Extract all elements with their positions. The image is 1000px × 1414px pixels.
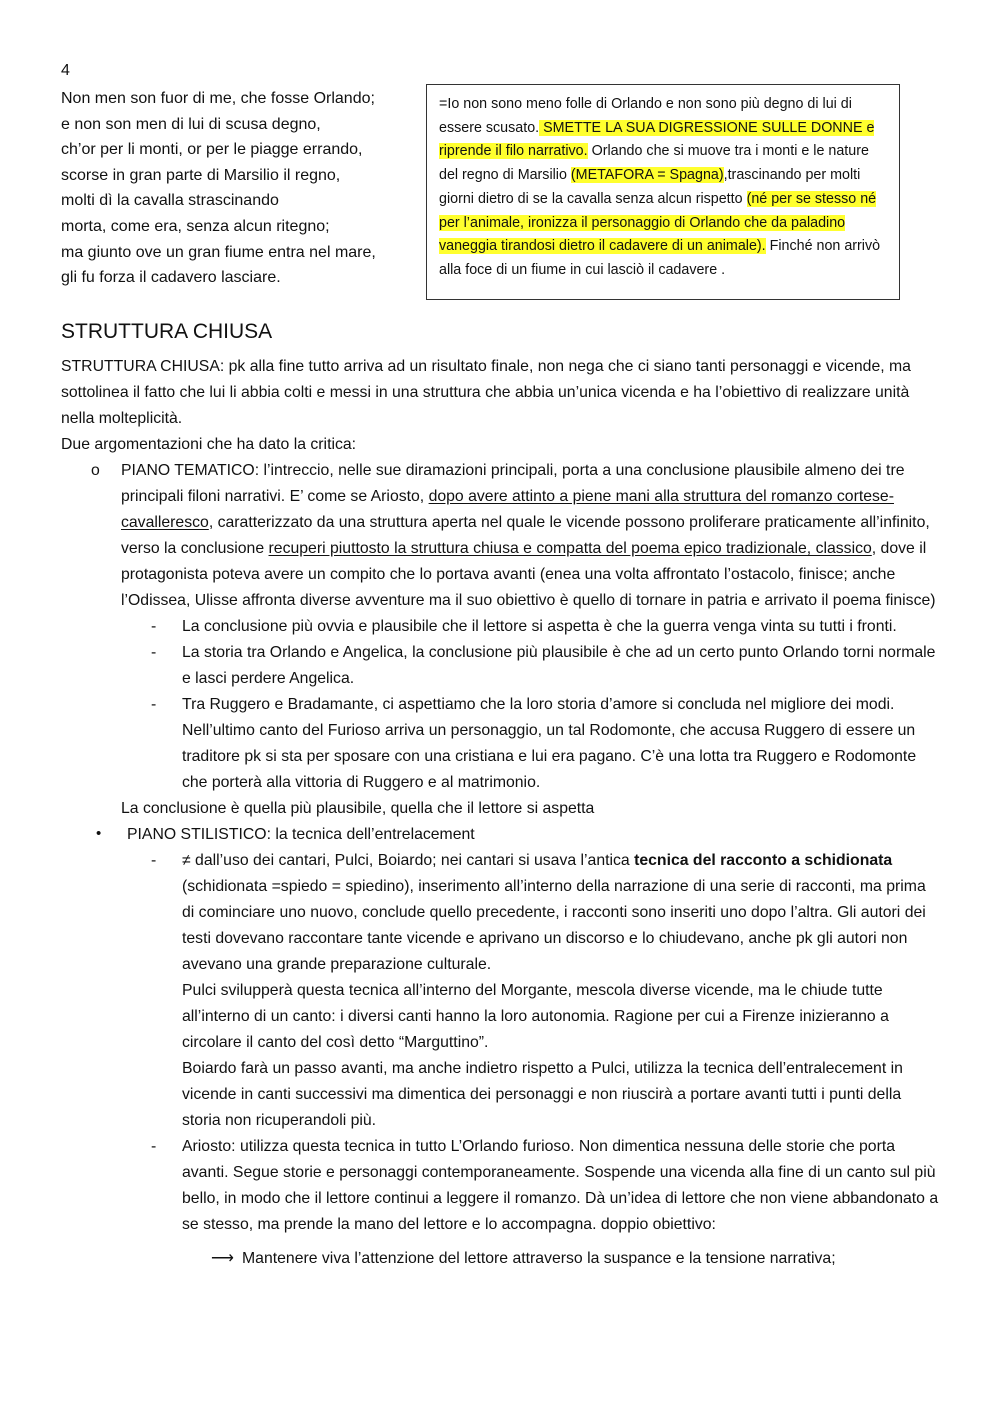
gloss-highlight: (METAFORA = Spagna) [570,167,724,184]
poem-line: gli fu forza il cadavero lasciare. [61,269,281,287]
stilistico-item: • PIANO STILISTICO: la tecnica dell’entrelacement [61,822,941,848]
gloss-text: Orlando che si muove tra i monti e le nature del regno di Marsilio [439,143,869,184]
poem-line: e non son men di lui di scusa degno, [61,115,321,133]
poem-line: molti dì la cavalla strascinando [61,192,279,210]
dash-bullet-icon: - [151,696,157,713]
dot-bullet-icon: • [96,825,102,842]
pulci-paragraph: Pulci svilupperà questa tecnica all’interno del Morgante, mescola diverse vicende, ma le chiude tutte all’interno di un canto: i diversi canti hanno la loro autonomia. Ragione per cui a Firenze inizieranno a circolare il canto del così detto “Marguttino”. [182,982,889,1051]
poem-line: Non men son fuor di me, che fosse Orlando; [61,90,375,107]
gloss-highlight: (né per se stesso né per l’animale, ironizza il personaggio di Orlando che da paladino vaneggia tirandosi dietro il cadavere di un animale). [439,190,877,255]
gloss-highlight: SMETTE LA SUA DIGRESSIONE SULLE DONNE e riprende il filo narrativo. [439,119,875,160]
poem-line: ch’or per li monti, or per le piagge errando, [61,141,363,159]
list-item: - La storia tra Orlando e Angelica, la conclusione più plausibile è che ad un certo punto Orlando torni normale e lasci perdere Angelica. [61,640,941,692]
dash-bullet-icon: - [151,1138,157,1155]
paraphrase-box [426,84,900,300]
dash-bullet-icon: - [151,618,157,635]
list-item: - ≠ dall’uso dei cantari, Pulci, Boiardo; nei cantari si usava l’antica tecnica del racconto a schidionata (schidionata =spiedo = spiedino), inserimento all’interno della narrazione di una serie di racconti, ma prima di cominciare uno nuovo, conclude quello precedente, i racconti sono inseriti uno dopo l’altra. Gli autori dei testi dovevano raccontare tante vicende e aprivano un discorso e lo chiudevano, anche pk gli autori non avevano una grande preparazione culturale. [61,848,941,978]
arrow-item: ⟶ Mantenere viva l’attenzione del lettore attraverso la suspance e la tensione narrativa; [61,1246,941,1272]
underlined-text: recuperi piuttosto la struttura chiusa e compatta del poema epico tradizionale, classico [268,540,872,557]
right-arrow-icon: ⟶ [211,1250,234,1267]
dash-bullet-icon: - [151,852,157,869]
list-item: - La conclusione più ovvia e plausibile che il lettore si aspetta è che la guerra venga vinta su tutti i fronti. [61,614,941,640]
page-number: 4 [61,62,70,79]
bold-term: tecnica del racconto a schidionata [634,852,893,869]
gloss-text: =Io non sono meno folle di Orlando e non sono più degno di lui di essere scusato. [439,96,852,136]
circle-bullet-icon: o [91,462,100,479]
boiardo-paragraph: Boiardo farà un passo avanti, ma anche indietro rispetto a Pulci, utilizza la tecnica dell’entralecement in vicende in canti successivi ma dimentica dei personaggi e non riuscirà a portare avanti tutti i punti della storia non ricuperandoli più. [182,1060,903,1129]
list-item: - Tra Ruggero e Bradamante, ci aspettiamo che la loro storia d’amore si concluda nel migliore dei modi. Nell’ultimo canto del Furioso arriva un personaggio, un tal Rodomonte, che accusa Ruggero di essere un traditore pk si sta per sposare con una cristiana e lui era pagano. C’è una lotta tra Ruggero e Rodomonte che porterà alla vittoria di Ruggero e al matrimonio. [61,692,941,796]
critica-line: Due argomentazioni che ha dato la critica: [61,436,357,453]
poem-line: ma giunto ove un gran fiume entra nel mare, [61,243,376,261]
underlined-text: dopo avere attinto a piene mani alla struttura del romanzo cortese-cavalleresco [121,488,894,531]
poem-line: scorse in gran parte di Marsilio il regno, [61,166,341,184]
section-heading: STRUTTURA CHIUSA [61,320,273,343]
gloss-text: Finché non arrivò alla foce di un fiume in cui lasciò il cadavere . [439,238,881,278]
tematico-conclusion: La conclusione è quella più plausibile, quella che il lettore si aspetta [121,800,595,817]
list-item: - Ariosto: utilizza questa tecnica in tutto L’Orlando furioso. Non dimentica nessuna delle storie che porta avanti. Segue storie e personaggi contemporaneamente. Sospende una vicenda alla fine di un canto sul più bello, in modo che il lettore continui a leggere il romanzo. Dà un’idea di lettore che non viene abbandonato a se stesso, ma prende la mano del lettore e lo accompagna. doppio obiettivo: [61,1134,941,1238]
dash-bullet-icon: - [151,644,157,661]
section-body [61,354,941,1272]
gloss-text: ,trascinando per molti giorni dietro di se la cavalla senza alcun rispetto [439,167,861,207]
poem-line: morta, come era, senza alcun ritegno; [61,217,330,235]
poem-stanza [61,86,411,291]
intro-paragraph: STRUTTURA CHIUSA: pk alla fine tutto arriva ad un risultato finale, non nega che ci siano tanti personaggi e vicende, ma sottolinea il fatto che lui li abbia colti e messi in una struttura che abbia un’unica vicenda e ha l’obiettivo di realizzare unità nella molteplicità. [61,358,911,427]
tematico-item: o PIANO TEMATICO: l’intreccio, nelle sue diramazioni principali, porta a una conclusione plausibile almeno dei tre principali filoni narrativi. E’ come se Ariosto, dopo avere attinto a piene mani alla struttura del romanzo cortese-cavalleresco, caratterizzato da una struttura aperta nel quale le vicende possono proliferare praticamente all’infinito, verso la conclusione recuperi piuttosto la struttura chiusa e compatta del poema epico tradizionale, classico, dove il protagonista poteva avere un compito che lo portava avanti (enea una volta affrontato l’ostacolo, finisce; anche l’Odissea, Ulisse affronta diverse avventure ma il suo obiettivo è quello di tornare in patria e arrivato il poema finisce) [61,458,941,614]
